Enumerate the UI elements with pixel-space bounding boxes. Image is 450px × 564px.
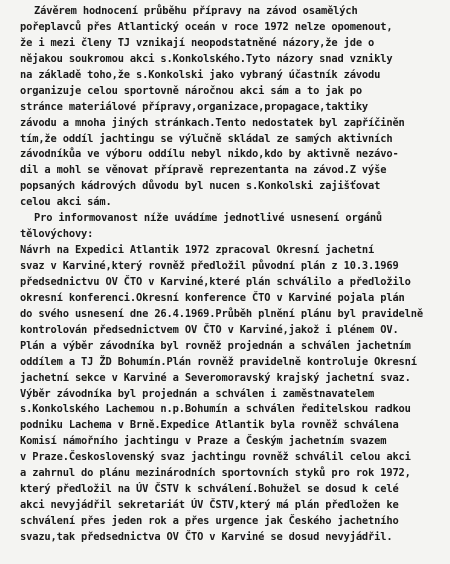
text-line: a zahrnul do plánu mezinárodních sportovních styků pro rok 1972, bbox=[20, 467, 411, 480]
text-line: který předložil na ÚV ČSTV k schválení.Bohužel se dosud k celé bbox=[20, 483, 399, 496]
text-line: akci nevyjádřil sekretariát ÚV ČSTV,který má plán předložen ke bbox=[20, 499, 399, 512]
text-line: Plán a výběr závodníka byl rovněž projednán a schválen jachetním bbox=[20, 339, 411, 352]
text-line: předsednictvu OV ČTO v Karviné,které plán schválilo a předložilo bbox=[20, 275, 411, 288]
text-line: závodníkůa ve výboru oddílu nebyl nikdo,kdo by aktivně nezávo- bbox=[20, 148, 399, 161]
text-line: do svého usnesení dne 26.4.1969.Průběh plnění plánu byl pravidelně bbox=[20, 307, 423, 320]
text-line: závodu a mnoha jiných stránkach.Tento nedostatek byl zapříčiněn bbox=[20, 116, 405, 129]
text-line: v Praze.Československý svaz jachtingu rovněž schválil celou akci bbox=[20, 451, 411, 464]
text-line: pořeplavců přes Atlantický oceán v roce 1972 nelze opomenout, bbox=[20, 20, 393, 33]
paragraph-1 bbox=[20, 4, 442, 211]
text-line: Návrh na Expedici Atlantik 1972 zpracoval Okresní jachetní bbox=[20, 244, 375, 257]
text-line: oddílem a TJ ŽD Bohumín.Plán rovněž pravidelně kontroluje Okresní bbox=[20, 355, 417, 368]
text-line: stránce materiálové přípravy,organizace,propagace,taktiky bbox=[20, 100, 369, 113]
text-line: Pro informovanost níže uvádíme jednotlivé usnesení orgánů bbox=[34, 212, 383, 225]
text-line: nějakou soukromou akci s.Konkolského.Tyto názory snad vznikly bbox=[20, 52, 393, 65]
text-line: tím,že oddíl jachtingu se výlučně skládal ze samých aktivních bbox=[20, 132, 393, 145]
text-line: jachetní sekce v Karviné a Severomoravský krajský jachetní svaz. bbox=[20, 371, 411, 384]
text-line: celou akci sám. bbox=[20, 196, 112, 209]
text-line: podniku Lachema v Brně.Expedice Atlantik byla rovněž schválena bbox=[20, 419, 399, 432]
text-line: Závěrem hodnocení průběhu přípravy na závod osamělých bbox=[34, 5, 358, 17]
text-line: Komisí námořního jachtingu v Praze a Českým jachetním svazem bbox=[20, 435, 387, 448]
text-line: že i mezi členy TJ vznikají neopodstatněné názory,že jde o bbox=[20, 36, 375, 49]
text-line: Výběr závodníka byl projednán a schválen i zaměstnavatelem bbox=[20, 387, 375, 400]
text-line: popsaných kádrových důvodu byl nucen s.Konkolski zajišťovat bbox=[20, 180, 381, 193]
text-line: na základě toho,že s.Konkolski jako vybraný účastník závodu bbox=[20, 68, 381, 81]
paragraph-2 bbox=[20, 211, 442, 546]
text-line: s.Konkolského Lachemou n.p.Bohumín a schválen ředitelskou radkou bbox=[20, 403, 411, 416]
text-line: svaz v Karviné,který rovněž předložil původní plán z 10.3.1969 bbox=[20, 260, 399, 272]
text-line: dil a mohl se věnovat přípravě reprezentanta na závod.Z výše bbox=[20, 164, 387, 177]
text-line: svazu,tak předsednictva OV ČTO v Karviné se dosud nevyjádřil. bbox=[20, 530, 393, 543]
text-line: kontrolován předsednictvem OV ČTO v Karviné,jakož i plénem OV. bbox=[20, 323, 399, 336]
text-line: schválení přes jeden rok a přes urgence jak Českého jachetního bbox=[20, 515, 399, 527]
text-line: tělovýchovy: bbox=[20, 228, 94, 241]
text-line: okresní konferenci.Okresní konference ČTO v Karviné pojala plán bbox=[20, 291, 405, 304]
text-line: organizuje celou sportovně náročnou akci sám a to jak po bbox=[20, 84, 362, 97]
